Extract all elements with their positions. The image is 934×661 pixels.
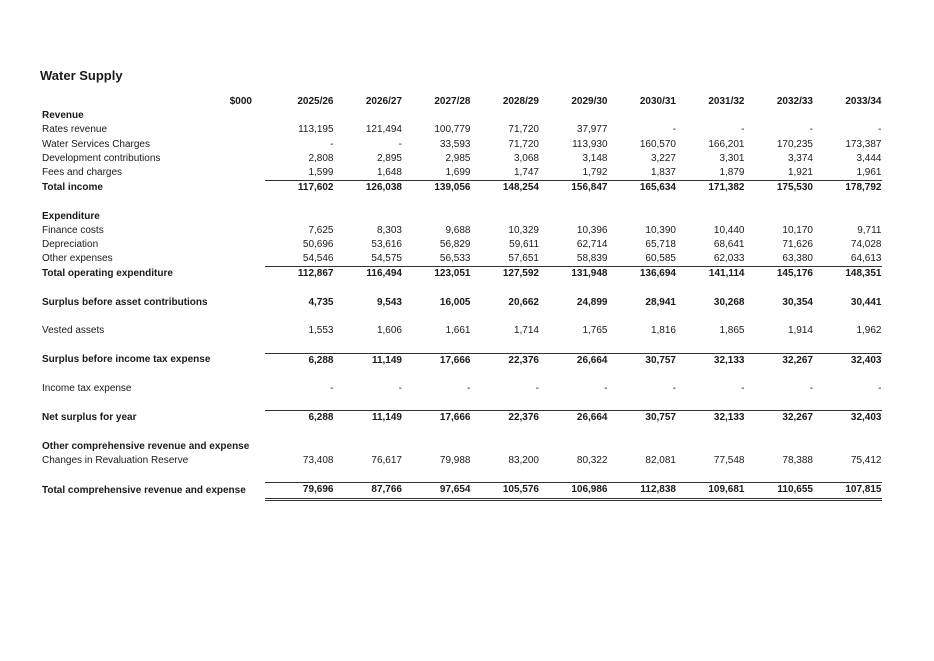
year-header: 2030/31 xyxy=(639,96,676,107)
cell-value: 62,714 xyxy=(576,239,608,251)
spacer-row xyxy=(42,426,882,440)
cell-value: 64,613 xyxy=(850,253,882,265)
cell-value: 100,779 xyxy=(434,124,471,136)
cell-value xyxy=(265,109,334,123)
cell-value xyxy=(334,210,403,224)
cell-value: 62,033 xyxy=(713,253,745,265)
cell-value: 57,651 xyxy=(508,253,539,265)
cell-value: 68,641 xyxy=(713,239,745,251)
cell-value: 1,792 xyxy=(582,167,608,179)
table-row xyxy=(42,138,882,152)
cell-value: 160,570 xyxy=(639,138,676,150)
cell-value: 3,148 xyxy=(582,152,608,164)
cell-value: - xyxy=(741,124,745,136)
cell-value: 16,005 xyxy=(439,296,471,308)
cell-value xyxy=(608,210,677,224)
row-label: Income tax expense xyxy=(42,382,132,394)
cell-value: 121,494 xyxy=(365,124,402,136)
cell-value: 113,930 xyxy=(572,138,608,150)
year-header: 2026/27 xyxy=(365,96,402,107)
cell-value: 1,648 xyxy=(376,167,402,179)
cell-value: 136,694 xyxy=(608,267,677,282)
cell-value: 145,176 xyxy=(745,267,814,282)
table-row xyxy=(42,109,882,123)
cell-value: 1,914 xyxy=(787,325,813,337)
cell-value xyxy=(813,109,882,123)
cell-value: 26,664 xyxy=(539,411,608,426)
spacer-row xyxy=(42,468,882,483)
table-row xyxy=(42,238,882,252)
cell-value xyxy=(334,109,403,123)
cell-value: 59,611 xyxy=(509,239,539,251)
cell-value: 75,412 xyxy=(850,454,882,466)
row-label: Development contributions xyxy=(42,152,161,164)
cell-value: - xyxy=(672,124,676,136)
cell-value: 54,575 xyxy=(371,253,402,265)
cell-value xyxy=(676,210,745,224)
year-header: 2033/34 xyxy=(845,96,882,107)
table-row xyxy=(42,440,882,454)
cell-value: 87,766 xyxy=(334,483,403,499)
cell-value: 148,351 xyxy=(813,267,882,282)
cell-value: 156,847 xyxy=(539,181,608,196)
row-label: Revenue xyxy=(42,110,84,122)
row-label: Surplus before income tax expense xyxy=(42,354,211,366)
cell-value xyxy=(539,210,608,224)
table-row xyxy=(42,181,882,196)
cell-value: 82,081 xyxy=(645,454,676,466)
cell-value: 77,548 xyxy=(713,454,745,466)
cell-value: 1,765 xyxy=(582,325,608,337)
cell-value: 79,988 xyxy=(439,454,471,466)
table-row xyxy=(42,411,882,426)
cell-value: 2,808 xyxy=(308,152,334,164)
cell-value: 74,028 xyxy=(850,239,882,251)
cell-value: - xyxy=(809,124,813,136)
cell-value: 53,616 xyxy=(371,239,402,251)
cell-value: 71,720 xyxy=(508,124,539,136)
cell-value: - xyxy=(672,382,676,394)
cell-value: 139,056 xyxy=(402,181,471,196)
cell-value: 107,815 xyxy=(813,483,882,499)
cell-value: 106,986 xyxy=(539,483,608,499)
year-header: 2028/29 xyxy=(502,96,539,107)
cell-value: 178,792 xyxy=(813,181,882,196)
cell-value: 28,941 xyxy=(645,296,676,308)
year-header: 2029/30 xyxy=(571,96,608,107)
row-label: Finance costs xyxy=(42,224,104,236)
cell-value: 4,735 xyxy=(308,296,334,308)
cell-value: 32,403 xyxy=(813,353,882,368)
cell-value: 50,696 xyxy=(302,239,334,251)
cell-value xyxy=(402,109,471,123)
cell-value: 65,718 xyxy=(645,239,676,251)
cell-value xyxy=(334,440,403,454)
row-label: Other expenses xyxy=(42,253,113,265)
cell-value: 97,654 xyxy=(402,483,471,499)
cell-value: 171,382 xyxy=(676,181,745,196)
cell-value: - xyxy=(741,382,745,394)
cell-value: 3,227 xyxy=(650,152,676,164)
cell-value: 63,380 xyxy=(782,253,813,265)
cell-value: 1,879 xyxy=(719,167,745,179)
row-label: Fees and charges xyxy=(42,167,123,179)
spacer-row xyxy=(42,396,882,411)
page-title: Water Supply xyxy=(40,68,123,83)
cell-value: 32,267 xyxy=(745,411,814,426)
cell-value: 56,533 xyxy=(439,253,471,265)
row-label: Expenditure xyxy=(42,210,100,222)
cell-value: 10,396 xyxy=(576,224,608,236)
cell-value: 117,602 xyxy=(265,181,334,196)
cell-value xyxy=(265,440,334,454)
cell-value: 3,301 xyxy=(719,152,745,164)
cell-value: 7,625 xyxy=(308,224,334,236)
cell-value: 173,387 xyxy=(845,138,882,150)
cell-value xyxy=(265,210,334,224)
row-label: Water Services Charges xyxy=(42,138,150,150)
cell-value xyxy=(539,109,608,123)
cell-value: 3,444 xyxy=(856,152,882,164)
cell-value: 1,962 xyxy=(856,325,882,337)
financial-table xyxy=(42,95,882,501)
cell-value: - xyxy=(535,382,539,394)
cell-value: 60,585 xyxy=(645,253,676,265)
cell-value: 1,961 xyxy=(856,167,882,179)
row-label: Vested assets xyxy=(42,325,105,337)
cell-value: 112,867 xyxy=(265,267,334,282)
table-row xyxy=(42,296,882,310)
row-label: Net surplus for year xyxy=(42,412,137,424)
table-row xyxy=(42,224,882,238)
cell-value: 30,757 xyxy=(608,353,677,368)
cell-value xyxy=(471,440,540,454)
year-header: 2025/26 xyxy=(297,96,334,107)
table-row xyxy=(42,353,882,368)
cell-value: - xyxy=(330,138,334,150)
cell-value xyxy=(402,210,471,224)
table-row xyxy=(42,252,882,267)
cell-value xyxy=(813,210,882,224)
spacer-row xyxy=(42,282,882,296)
row-label: Changes in Revaluation Reserve xyxy=(42,454,189,466)
cell-value: 166,201 xyxy=(708,138,745,150)
cell-value: 1,816 xyxy=(650,325,676,337)
cell-value: - xyxy=(398,382,402,394)
header-row xyxy=(42,95,882,109)
cell-value: 10,390 xyxy=(645,224,676,236)
cell-value: 71,626 xyxy=(782,239,813,251)
row-label: Rates revenue xyxy=(42,124,108,136)
cell-value: 30,268 xyxy=(713,296,745,308)
table-row xyxy=(42,210,882,224)
cell-value: 30,354 xyxy=(782,296,813,308)
cell-value: 1,699 xyxy=(445,167,471,179)
cell-value: 2,895 xyxy=(376,152,402,164)
year-header: 2031/32 xyxy=(708,96,745,107)
cell-value xyxy=(745,109,814,123)
cell-value: 24,899 xyxy=(576,296,608,308)
cell-value: 32,133 xyxy=(676,411,745,426)
cell-value: 22,376 xyxy=(471,353,540,368)
cell-value: 11,149 xyxy=(334,353,403,368)
spacer-row xyxy=(42,310,882,324)
cell-value: - xyxy=(878,124,882,136)
row-label: Total income xyxy=(42,181,103,193)
cell-value: 1,865 xyxy=(719,325,745,337)
cell-value: - xyxy=(809,382,813,394)
year-header: 2032/33 xyxy=(776,96,813,107)
cell-value: 175,530 xyxy=(745,181,814,196)
cell-value: 32,267 xyxy=(745,353,814,368)
cell-value: 76,617 xyxy=(371,454,402,466)
cell-value: 54,546 xyxy=(302,253,334,265)
cell-value: 141,114 xyxy=(676,267,745,282)
row-label: Other comprehensive revenue and expense xyxy=(42,440,250,452)
cell-value: 10,170 xyxy=(782,224,813,236)
cell-value: 9,688 xyxy=(445,224,471,236)
cell-value xyxy=(813,440,882,454)
cell-value xyxy=(608,109,677,123)
cell-value: 113,195 xyxy=(298,124,334,136)
table-row xyxy=(42,123,882,137)
table-row xyxy=(42,483,882,499)
unit-header: $000 xyxy=(229,96,252,107)
cell-value: 123,051 xyxy=(402,267,471,282)
cell-value: 105,576 xyxy=(471,483,540,499)
table-row xyxy=(42,152,882,166)
row-label: Total operating expenditure xyxy=(42,268,173,280)
cell-value: 170,235 xyxy=(776,138,813,150)
cell-value: 110,655 xyxy=(745,483,814,499)
cell-value: 9,711 xyxy=(857,224,882,236)
table-body xyxy=(42,109,882,499)
cell-value: 131,948 xyxy=(539,267,608,282)
cell-value xyxy=(676,440,745,454)
table-row xyxy=(42,267,882,282)
cell-value xyxy=(608,440,677,454)
cell-value xyxy=(471,109,540,123)
cell-value: 1,747 xyxy=(513,167,539,179)
cell-value: 8,303 xyxy=(376,224,402,236)
cell-value: 80,322 xyxy=(576,454,608,466)
cell-value: 11,149 xyxy=(334,411,403,426)
cell-value: 1,714 xyxy=(513,325,539,337)
cell-value: 56,829 xyxy=(439,239,471,251)
cell-value: 83,200 xyxy=(508,454,539,466)
cell-value: 30,441 xyxy=(850,296,882,308)
cell-value: 1,606 xyxy=(376,325,402,337)
cell-value: - xyxy=(878,382,882,394)
cell-value: 165,634 xyxy=(608,181,677,196)
cell-value: 3,374 xyxy=(787,152,813,164)
cell-value: 32,403 xyxy=(813,411,882,426)
cell-value: 26,664 xyxy=(539,353,608,368)
cell-value: 79,696 xyxy=(265,483,334,499)
table-row xyxy=(42,454,882,468)
cell-value: 126,038 xyxy=(334,181,403,196)
cell-value: 17,666 xyxy=(402,411,471,426)
cell-value: 10,440 xyxy=(713,224,745,236)
table-row xyxy=(42,324,882,338)
cell-value: 3,068 xyxy=(513,152,539,164)
cell-value: 6,288 xyxy=(265,353,334,368)
cell-value: - xyxy=(604,382,608,394)
cell-value: 127,592 xyxy=(471,267,540,282)
cell-value: - xyxy=(330,382,334,394)
spacer-row xyxy=(42,195,882,209)
cell-value xyxy=(745,440,814,454)
cell-value: 2,985 xyxy=(445,152,471,164)
cell-value: 6,288 xyxy=(265,411,334,426)
cell-value: 112,838 xyxy=(608,483,677,499)
cell-value: 1,553 xyxy=(308,325,334,337)
table-row xyxy=(42,382,882,396)
cell-value xyxy=(402,440,471,454)
spacer-row xyxy=(42,338,882,353)
cell-value: 73,408 xyxy=(302,454,334,466)
row-label: Total comprehensive revenue and expense xyxy=(42,484,246,496)
cell-value: 71,720 xyxy=(508,138,539,150)
cell-value: 33,593 xyxy=(439,138,471,150)
cell-value: 148,254 xyxy=(471,181,540,196)
cell-value: 109,681 xyxy=(676,483,745,499)
row-label: Depreciation xyxy=(42,239,99,251)
cell-value: 1,599 xyxy=(308,167,334,179)
cell-value xyxy=(676,109,745,123)
row-label: Surplus before asset contributions xyxy=(42,296,208,308)
cell-value: 1,661 xyxy=(445,325,471,337)
cell-value: 17,666 xyxy=(402,353,471,368)
cell-value: - xyxy=(467,382,471,394)
cell-value xyxy=(745,210,814,224)
spacer-row xyxy=(42,368,882,382)
cell-value: 58,839 xyxy=(576,253,608,265)
cell-value: 10,329 xyxy=(508,224,539,236)
cell-value: 37,977 xyxy=(576,124,608,136)
year-header: 2027/28 xyxy=(434,96,471,107)
cell-value: - xyxy=(398,138,402,150)
cell-value: 22,376 xyxy=(471,411,540,426)
cell-value: 1,837 xyxy=(650,167,676,179)
table-row xyxy=(42,166,882,181)
cell-value: 116,494 xyxy=(334,267,403,282)
cell-value: 78,388 xyxy=(782,454,813,466)
cell-value xyxy=(539,440,608,454)
cell-value xyxy=(471,210,540,224)
cell-value: 9,543 xyxy=(376,296,402,308)
cell-value: 1,921 xyxy=(787,167,813,179)
cell-value: 30,757 xyxy=(608,411,677,426)
cell-value: 32,133 xyxy=(676,353,745,368)
cell-value: 20,662 xyxy=(508,296,539,308)
